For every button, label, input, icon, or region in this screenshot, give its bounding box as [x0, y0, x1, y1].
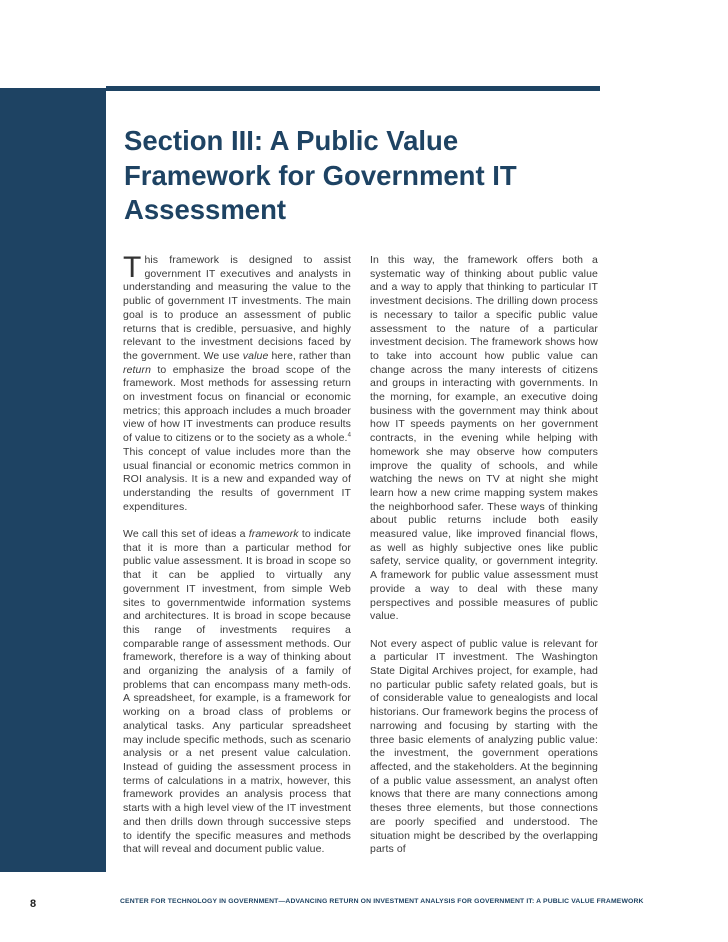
emphasis-value: value [242, 349, 269, 362]
right-paragraph-1: In this way, the framework offers both a systematic way of thinking about public value and a way to apply that thinking to particular IT investment decisions. The drilling down process is necessary to tailor a specific public value assessment to the nature of a particular investment decision. The framework shows how to take into account how public value can change across the many interests of citizens and groups in interacting with governments. In the morning, for example, an executive doing business with the government may think about how IT speeds payments on her government contracts, in the evening while helping with homework she may observe how computers improve the quality of schools, and while watching the news on TV at night she might learn how a new crime mapping system makes the neighborhood safer. These ways of thinking about public returns include both easily measured value, like improved financial flows, as well as highly subjective ones like public safety, service quality, or government integrity. A framework for public value assessment must provide a way to deal with these many perspectives and possible measures of public value. [370, 254, 598, 623]
footer-running-title: CENTER FOR TECHNOLOGY IN GOVERNMENT—ADVANCING RETURN ON INVESTMENT ANALYSIS FOR GOVERNMENT IT: A PUBLIC VALUE FRAMEWORK [120, 898, 644, 905]
left-paragraph-1: This framework is designed to assist government IT executives and analysts in understanding and measuring the value to the public of government IT investments. The main goal is to produce an assessment of public returns that is credible, persuasive, and highly relevant to the investment decisions faced by the government. We use value here, rather than return to emphasize the broad scope of the framework. Most methods for assessing return on investment focus on financial or economic metrics; this approach includes a much broader view of how IT investments can produce results of value to citizens or to the society as a whole.$^4$ This concept of value includes more than the usual financial or economic metrics common in ROI analysis. It is a new and expanded way of understanding the results of government IT expenditures. [123, 251, 352, 513]
left-paragraph-2: We call this set of ideas a framework to indicate that it is more than a particular method for public value assessment. It is broad in scope so that it can be applied to virtually any government IT investment, from simple Web sites to governmentwide information systems and architectures. It is broad in scope because this range of investments requires a comparable range of assessment methods. Our framework, therefore is a way of thinking about and organizing the analysis of a family of problems that can encompass many meth-ods. A spreadsheet, for example, is a framework for working on a broad class of problems or analytical tasks. Any particular spreadsheet may include specific methods, such as scenario analysis or a net present value calculation. Instead of guiding the assessment process in terms of calculations in a matrix, however, this framework provides an analysis process that starts with a high level view of the IT investment and then drills down through successive steps to identify the specific measures and methods that will reveal and document public value. [123, 528, 351, 856]
emphasis-return: return [123, 363, 152, 376]
footnote-ref[interactable]: 4 [347, 432, 351, 439]
sidebar-accent-bar [0, 88, 106, 872]
page-number: 8 [30, 898, 37, 910]
emphasis-framework: framework [248, 528, 299, 541]
left-column [123, 251, 352, 871]
right-column [370, 254, 598, 871]
section-title: Section III: A Public Value Framework for Government IT Assessment [124, 125, 517, 225]
drop-cap: T [123, 251, 142, 284]
top-rule [106, 86, 600, 91]
right-paragraph-2: Not every aspect of public value is relevant for a particular IT investment. The Washington State Digital Archives project, for example, had no particular public safety related goals, but is of considerable value to genealogists and local historians. Our framework begins the process of narrowing and focusing by starting with the three basic elements of analyzing public value: the investment, the government operations affected, and the stakeholders. At the beginning of a public value assessment, an analyst often knows that there are many connections among theses three elements, but those connections are poorly specified and understood. The situation might be described by the overlapping parts of [370, 637, 598, 856]
